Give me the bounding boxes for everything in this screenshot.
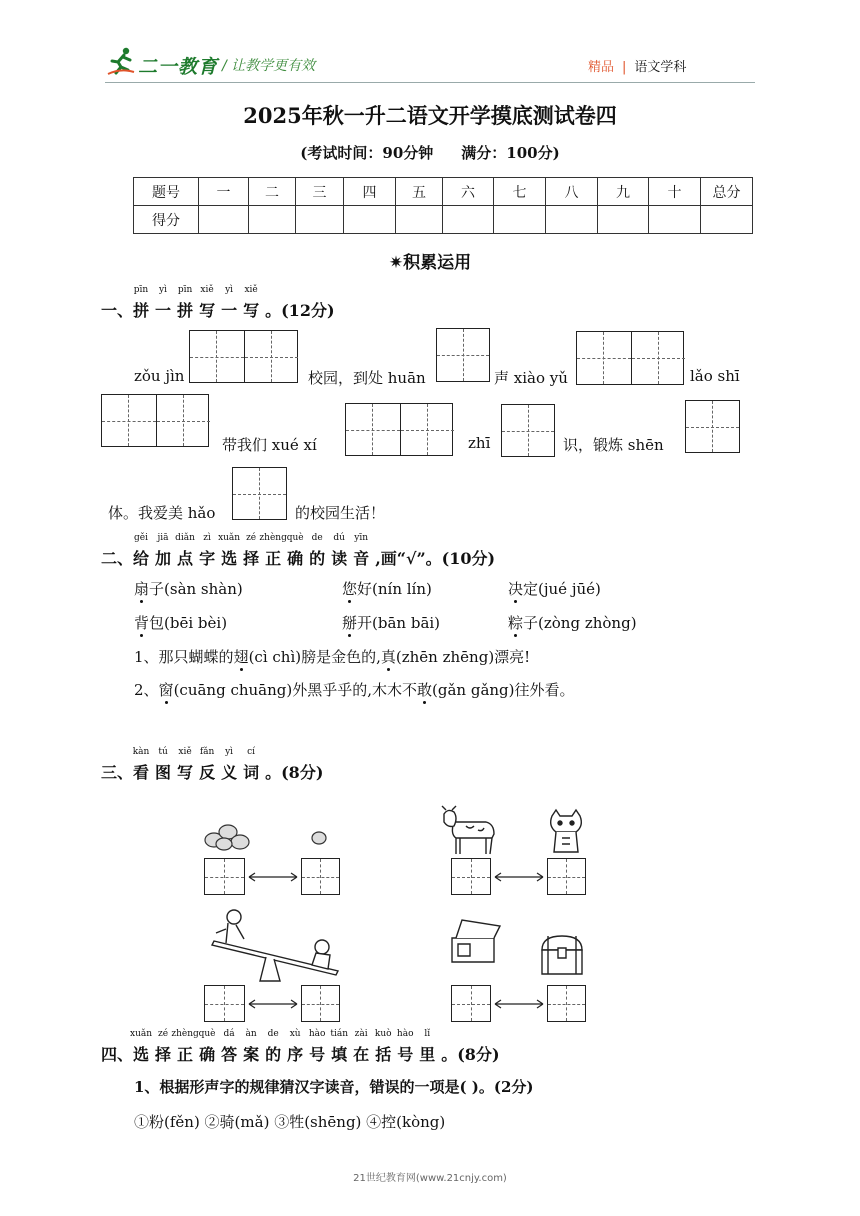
score-table-score-row xyxy=(134,206,753,234)
pinyin-char xyxy=(419,1029,436,1065)
hanzi-char: 答 xyxy=(221,1045,238,1064)
full-score: 满分：100分) xyxy=(461,144,560,162)
antonym-grid[interactable] xyxy=(451,985,491,1022)
dotted-char: 翅 xyxy=(233,648,249,666)
pinyin-annotation: jiā xyxy=(157,533,169,543)
writing-grid-2[interactable] xyxy=(189,330,298,383)
dotted-char: 扇 xyxy=(134,580,150,598)
antonym-grid[interactable] xyxy=(547,985,586,1022)
hanzi-char: 在 xyxy=(353,1045,370,1064)
score-cell[interactable] xyxy=(396,206,443,234)
pinyin-char xyxy=(199,533,216,569)
pinyin-char xyxy=(155,1029,172,1065)
pinyin-annotation: àn xyxy=(245,1029,257,1039)
pinyin-char xyxy=(132,747,150,783)
pinyin-char xyxy=(199,285,216,321)
pinyin-annotation: yīn xyxy=(354,533,369,543)
pinyin-annotation: xuǎn xyxy=(130,1029,153,1039)
q2-item xyxy=(134,578,243,599)
hanzi-char: 号 xyxy=(397,1045,414,1064)
q1-text: 体。我爱美 hǎo xyxy=(108,504,216,522)
score-header-cell: 九 xyxy=(598,178,649,206)
hanzi-char: 确 xyxy=(287,549,304,568)
pinyin-char xyxy=(221,1029,238,1065)
footer-source: 21世纪教育网(www.21cnjy.com) xyxy=(353,1173,507,1184)
hanzi-char: 确 xyxy=(199,1045,216,1064)
pinyin-char xyxy=(243,1029,260,1065)
slogan: / 让教学更有效 xyxy=(222,58,316,74)
pinyin-char xyxy=(175,533,195,569)
pinyin-char xyxy=(199,747,216,783)
pinyin-annotation: zé xyxy=(246,533,257,543)
hanzi-char: 词 xyxy=(243,763,260,782)
pinyin-annotation: dá xyxy=(223,1029,235,1039)
exam-time: (考试时间：90分钟 xyxy=(300,144,434,162)
double-arrow-icon xyxy=(494,999,544,1009)
q1-text: 声 xiào yǔ xyxy=(494,369,568,387)
pinyin-char xyxy=(155,285,172,321)
q2-sentence-2: 2、窗(cuāng chuāng)外黑乎乎的,木木不敢(gǎn gǎng)往外看。 xyxy=(134,681,575,699)
one-bean-image xyxy=(310,830,328,846)
seesaw-image xyxy=(208,905,348,987)
q2-item-rest: 定(jué jūé) xyxy=(523,580,601,598)
writing-grid-1[interactable] xyxy=(685,400,740,453)
pinyin-char xyxy=(243,533,260,569)
q4-title xyxy=(101,1029,500,1065)
q2-item-rest: 子(zòng zhòng) xyxy=(523,614,637,632)
hanzi-char: 图 xyxy=(155,763,172,782)
q3-title xyxy=(101,747,324,783)
pinyin-char xyxy=(221,285,238,321)
hanzi-char: 的 xyxy=(265,1045,282,1064)
pinyin-char xyxy=(308,1029,326,1065)
antonym-grid[interactable] xyxy=(547,858,586,895)
score-cell[interactable] xyxy=(296,206,344,234)
hanzi-char: 加 xyxy=(155,549,172,568)
hanzi-char: 看 xyxy=(133,763,150,782)
score-table xyxy=(133,177,753,234)
pinyin-annotation: zài xyxy=(354,1029,368,1039)
pinyin-annotation: de xyxy=(267,1029,279,1039)
score-cell[interactable] xyxy=(649,206,701,234)
pinyin-char xyxy=(353,1029,370,1065)
score-table-header-row xyxy=(134,178,753,206)
dotted-char: 真 xyxy=(380,648,396,666)
pinyin-char xyxy=(130,1029,153,1065)
q1-title xyxy=(101,285,335,321)
pinyin-annotation: yì xyxy=(159,285,168,295)
hanzi-char: 一 xyxy=(221,301,238,320)
writing-grid-2[interactable] xyxy=(101,394,209,447)
dotted-char: 窗 xyxy=(158,681,174,699)
score-cell[interactable] xyxy=(199,206,249,234)
pinyin-char xyxy=(396,1029,414,1065)
q4-pinyin-words xyxy=(130,1029,441,1064)
dotted-char: 掰 xyxy=(342,614,358,632)
q1-text: zǒu jìn xyxy=(134,367,185,385)
pinyin-annotation: de xyxy=(311,533,323,543)
pinyin-char xyxy=(155,533,172,569)
score-cell[interactable] xyxy=(546,206,598,234)
hanzi-char: 拼 xyxy=(177,301,194,320)
page-title: 2025年秋一升二语文开学摸底测试卷四 xyxy=(243,103,617,128)
dotted-char: 敢 xyxy=(417,681,433,699)
q2-item xyxy=(508,612,637,633)
cow-image xyxy=(440,804,502,856)
hanzi-char: 读 xyxy=(331,549,348,568)
hanzi-char: 选 xyxy=(221,549,238,568)
pinyin-annotation: tú xyxy=(158,747,168,757)
q2-pinyin-words xyxy=(133,533,375,568)
score-header-cell: 十 xyxy=(649,178,701,206)
q2-item xyxy=(342,578,432,599)
pinyin-char xyxy=(177,285,194,321)
writing-grid-1[interactable] xyxy=(436,328,490,382)
hanzi-char: 反 xyxy=(199,763,216,782)
closed-chest-image xyxy=(538,932,586,976)
hanzi-char: 号 xyxy=(309,1045,326,1064)
hanzi-char: 择 xyxy=(155,1045,172,1064)
pinyin-char xyxy=(265,1029,282,1065)
pinyin-char xyxy=(198,1029,216,1065)
antonym-grid[interactable] xyxy=(204,985,245,1022)
q4-subquestion-1: 1、根据形声字的规律猜汉字读音，错误的一项是( )。(2分) xyxy=(134,1078,534,1096)
hanzi-char: 点 xyxy=(177,549,194,568)
hanzi-char: 序 xyxy=(287,1045,304,1064)
hanzi-char: 正 xyxy=(265,549,282,568)
pinyin-char xyxy=(286,533,304,569)
antonym-grid[interactable] xyxy=(451,858,491,895)
pinyin-annotation: zì xyxy=(203,533,211,543)
q1-pinyin-words xyxy=(133,285,265,320)
open-chest-image xyxy=(448,918,502,964)
pinyin-char xyxy=(155,747,172,783)
pinyin-char xyxy=(243,285,260,321)
q4-options: ①粉(fěn) ②骑(mǎ) ③牲(shēng) ④控(kòng) xyxy=(134,1113,446,1131)
writing-grid-2[interactable] xyxy=(345,403,453,456)
pinyin-annotation: xù xyxy=(289,1029,301,1039)
runner-logo-icon xyxy=(106,46,136,76)
score-cell[interactable] xyxy=(344,206,396,234)
q2-item-rest: 开(bān bāi) xyxy=(357,614,441,632)
pinyin-annotation: hào xyxy=(308,1029,326,1039)
subject-label: 语文学科 xyxy=(634,60,687,75)
hanzi-char: 选 xyxy=(133,1045,150,1064)
pinyin-annotation: dú xyxy=(333,533,345,543)
score-header-cell: 八 xyxy=(546,178,598,206)
antonym-grid[interactable] xyxy=(204,858,245,895)
pinyin-char xyxy=(177,747,194,783)
pinyin-annotation: hào xyxy=(396,1029,414,1039)
pinyin-annotation: cí xyxy=(247,747,256,757)
q3-pinyin-words xyxy=(132,747,265,782)
pinyin-char xyxy=(243,747,260,783)
hanzi-char: 的 xyxy=(309,549,326,568)
pinyin-char xyxy=(331,533,348,569)
header-right: 精品 | 语文学科 xyxy=(588,60,687,75)
score-cell[interactable] xyxy=(598,206,649,234)
exam-info xyxy=(0,142,860,163)
q2-tail: ,画“√”。(10分) xyxy=(375,549,496,568)
q3-number: 三、 xyxy=(101,763,134,782)
pinyin-char xyxy=(133,285,150,321)
pinyin-annotation: què xyxy=(198,1029,216,1039)
cat-image xyxy=(542,808,590,854)
q2-sentence-1: 1、那只蝴蝶的翅(cì chì)膀是金色的,真(zhēn zhēng)漂亮! xyxy=(134,648,531,666)
hanzi-char: 音 xyxy=(353,549,370,568)
q3-tail: 。(8分) xyxy=(265,763,324,782)
score-cell[interactable] xyxy=(443,206,494,234)
score-cell[interactable] xyxy=(494,206,546,234)
hanzi-char: 写 xyxy=(177,763,194,782)
writing-grid-1[interactable] xyxy=(232,467,287,520)
hanzi-char: 给 xyxy=(133,549,150,568)
q1-text: 校园，到处 huān xyxy=(308,369,426,387)
pinyin-annotation: yì xyxy=(225,747,234,757)
pinyin-annotation: lǐ xyxy=(424,1029,431,1039)
q1-text: lǎo shī xyxy=(690,367,740,385)
pinyin-char xyxy=(287,1029,304,1065)
pinyin-annotation: xiě xyxy=(178,747,192,757)
score-header-cell: 四 xyxy=(344,178,396,206)
quality-label: 精品 xyxy=(588,60,615,75)
pinyin-annotation: xiě xyxy=(244,285,258,295)
q1-number: 一、 xyxy=(101,301,134,320)
pinyin-annotation: yì xyxy=(225,285,234,295)
score-header-cell: 六 xyxy=(443,178,494,206)
hanzi-char: 里 xyxy=(419,1045,436,1064)
double-arrow-icon xyxy=(494,872,544,882)
q1-tail: 。(12分) xyxy=(265,301,335,320)
score-cell[interactable] xyxy=(249,206,296,234)
hanzi-char: 正 xyxy=(177,1045,194,1064)
pinyin-annotation: kuò xyxy=(374,1029,392,1039)
q2-number: 二、 xyxy=(101,549,134,568)
score-header-cell: 总分 xyxy=(701,178,753,206)
score-header-cell: 三 xyxy=(296,178,344,206)
hanzi-char: 括 xyxy=(375,1045,392,1064)
q1-text: zhī xyxy=(468,434,491,452)
pinyin-annotation: gěi xyxy=(134,533,148,543)
pinyin-char xyxy=(171,1029,199,1065)
pinyin-char xyxy=(353,533,370,569)
q1-text: 带我们 xué xí xyxy=(222,436,317,454)
q2-item-rest: 好(nín lín) xyxy=(357,580,432,598)
pinyin-annotation: diǎn xyxy=(175,533,195,543)
pinyin-annotation: pīn xyxy=(133,285,149,295)
many-beans-image xyxy=(200,820,260,852)
hanzi-char: 写 xyxy=(243,301,260,320)
score-header-cell: 五 xyxy=(396,178,443,206)
hanzi-char: 义 xyxy=(221,763,238,782)
hanzi-char: 写 xyxy=(199,301,216,320)
hanzi-char: 填 xyxy=(331,1045,348,1064)
hanzi-char: 案 xyxy=(243,1045,260,1064)
section-heading: ✷积累运用 xyxy=(388,253,472,273)
pinyin-annotation: pīn xyxy=(177,285,193,295)
header-divider xyxy=(105,82,755,83)
q2-item xyxy=(134,612,227,633)
pinyin-annotation: què xyxy=(286,533,304,543)
q2-item xyxy=(508,578,601,599)
score-header-cell: 一 xyxy=(199,178,249,206)
dotted-char: 粽 xyxy=(508,614,524,632)
antonym-grid[interactable] xyxy=(301,985,340,1022)
score-row-label: 得分 xyxy=(134,206,199,234)
pinyin-annotation: kàn xyxy=(132,747,150,757)
score-header-cell: 七 xyxy=(494,178,546,206)
pinyin-annotation: zhèng xyxy=(171,1029,199,1039)
hanzi-char: 择 xyxy=(243,549,260,568)
double-arrow-icon xyxy=(248,872,298,882)
q4-number: 四、 xyxy=(101,1045,134,1064)
pinyin-annotation: zé xyxy=(158,1029,169,1039)
pinyin-char xyxy=(218,533,241,569)
q1-text: 的校园生活！ xyxy=(295,504,386,522)
hanzi-char: 拼 xyxy=(133,301,150,320)
score-header-cell: 题号 xyxy=(134,178,199,206)
pinyin-char xyxy=(374,1029,392,1065)
hanzi-char: 一 xyxy=(155,301,172,320)
q2-title xyxy=(101,533,496,569)
pinyin-char xyxy=(133,533,150,569)
q4-tail: 。(8分) xyxy=(441,1045,500,1064)
pinyin-annotation: xiě xyxy=(200,285,214,295)
double-arrow-icon xyxy=(248,999,298,1009)
dotted-char: 背 xyxy=(134,614,150,632)
antonym-grid[interactable] xyxy=(301,858,340,895)
dotted-char: 您 xyxy=(342,580,358,598)
pinyin-char xyxy=(221,747,238,783)
pinyin-annotation: xuǎn xyxy=(218,533,241,543)
pinyin-char xyxy=(330,1029,348,1065)
score-header-cell: 二 xyxy=(249,178,296,206)
q2-item-rest: 子(sàn shàn) xyxy=(149,580,243,598)
dotted-char: 决 xyxy=(508,580,524,598)
pinyin-annotation: fǎn xyxy=(199,747,215,757)
score-cell[interactable] xyxy=(701,206,753,234)
pinyin-annotation: tián xyxy=(330,1029,348,1039)
pinyin-char xyxy=(309,533,326,569)
q2-item xyxy=(342,612,440,633)
logo-text: 二一教育 xyxy=(138,56,219,78)
pinyin-annotation: zhèng xyxy=(259,533,287,543)
pinyin-char xyxy=(259,533,287,569)
writing-grid-2[interactable] xyxy=(576,331,684,385)
writing-grid-1[interactable] xyxy=(501,404,555,457)
hanzi-char: 字 xyxy=(199,549,216,568)
q1-text: 识，锻炼 shēn xyxy=(563,436,664,454)
q2-item-rest: 包(bēi bèi) xyxy=(149,614,228,632)
